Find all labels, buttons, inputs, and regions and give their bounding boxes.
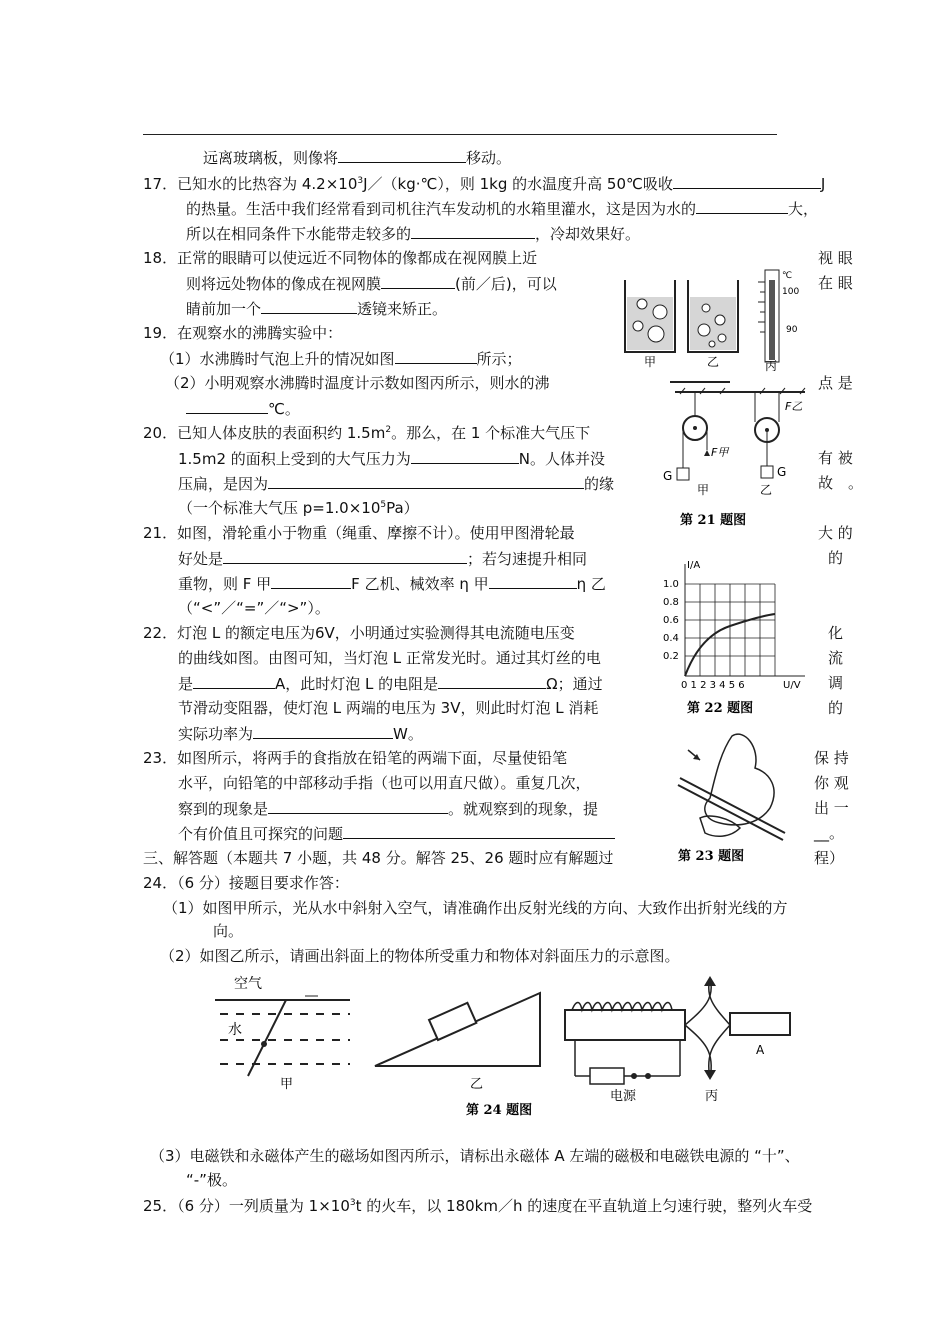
label-f-jia: F甲 xyxy=(711,446,729,459)
q22-line3: 是 A，此时灯泡 L 的电阻是 Ω；通过 xyxy=(178,675,603,693)
q24-2: （2）如图乙所示，请画出斜面上的物体所受重力和物体对斜面压力的示意图。 xyxy=(160,947,680,965)
figure-19 xyxy=(620,262,810,372)
ytick-0.8: 0.8 xyxy=(663,597,679,608)
q22-line4: 节滑动变阻器，使灯泡 L 两端的电压为 3V，则此时灯泡 L 消耗 xyxy=(178,699,599,717)
label-jia-21: 甲 xyxy=(697,483,710,497)
figure-23 xyxy=(660,728,810,868)
q18-right2: 在 眼 xyxy=(818,274,853,292)
y-axis-label: I/A xyxy=(687,560,701,571)
q21-line2: 好处是 ；若匀速提升相同 xyxy=(178,550,588,568)
figure-24 xyxy=(210,968,810,1123)
q24-3: （3）电磁铁和永磁体产生的磁场如图丙所示，请标出永磁体 A 左端的磁极和电磁铁电源的 “十”、 xyxy=(150,1147,800,1165)
q17-line2: 的热量。生活中我们经常看到司机往汽车发动机的水箱里灌水，这是因为水的 大， xyxy=(186,200,819,218)
label-f-yi: F乙 xyxy=(785,400,803,413)
caption-23: 第 23 题图 xyxy=(678,849,745,864)
caption-21: 第 21 题图 xyxy=(680,513,747,528)
x-axis-label: U/V xyxy=(783,680,801,691)
q16-cont: 远离玻璃板，则像将 移动。 xyxy=(203,149,512,167)
q23-right3: 出 一 xyxy=(814,799,849,817)
label-jia: 甲 xyxy=(644,355,657,369)
ytick-1: 1.0 xyxy=(663,579,679,590)
section-3-right: 程） xyxy=(814,849,845,867)
q19-line3: ℃。 xyxy=(186,398,300,419)
label-yi-24: 乙 xyxy=(470,1077,484,1092)
q18: 18．正常的眼睛可以使远近不同物体的像都成在视网膜上近 xyxy=(143,249,538,267)
q19-right: 点 是 xyxy=(818,374,853,392)
label-bing: 丙 xyxy=(765,359,778,372)
label-water: 水 xyxy=(228,1022,242,1038)
label-g-yi: G xyxy=(777,465,787,479)
q24-3-cont: “-”极。 xyxy=(186,1171,237,1189)
q23: 23．如图所示，将两手的食指放在铅笔的两端下面，尽量使铅笔 xyxy=(143,749,568,767)
q20-line3: 压扁，是因为 的缘 xyxy=(178,475,615,493)
ytick-0.6: 0.6 xyxy=(663,615,679,626)
q21-line3: 重物，则 F 甲 F 乙机、械效率 η 甲 η 乙 xyxy=(178,575,606,593)
q23-line2: 水平，向铅笔的中部移动手指（也可以用直尺做）。重复几次， xyxy=(178,774,591,792)
q24-1: （1）如图甲所示，光从水中斜射入空气，请准确作出反射光线的方向、大致作出折射光线的方 xyxy=(163,899,788,917)
label-magnet-a: A xyxy=(756,1043,765,1057)
q19-2: （2）小明观察水沸腾时温度计示数如图丙所示，则水的沸 xyxy=(165,374,550,392)
q20-right2: 故 。 xyxy=(818,474,864,492)
q22-right3: 调 xyxy=(828,674,844,692)
ytick-0.4: 0.4 xyxy=(663,633,679,644)
q21-right: 大 的 xyxy=(818,524,853,542)
q18-line2: 则将远处物体的像成在视网膜 (前／后)，可以 xyxy=(186,275,557,293)
header-rule xyxy=(143,134,777,135)
q20-line4: （一个标准大气压 $p=1.0\times 10^5Pa$） xyxy=(178,499,419,517)
q22: 22．灯泡 L 的额定电压为6V，小明通过实验测得其电流随电压变 xyxy=(143,624,575,642)
label-yi-21: 乙 xyxy=(760,483,773,497)
q22-right4: 的 xyxy=(828,699,844,717)
q23-line3: 察到的现象是 。就观察到的现象，提 xyxy=(178,800,599,818)
q22-line5: 实际功率为 W。 xyxy=(178,725,423,743)
label-power: 电源 xyxy=(610,1089,637,1104)
q24-1-cont: 向。 xyxy=(213,922,244,940)
q22-right: 化 xyxy=(828,624,844,642)
caption-24: 第 24 题图 xyxy=(466,1103,533,1118)
q18-right: 视 眼 xyxy=(818,249,853,267)
caption-22: 第 22 题图 xyxy=(687,701,754,716)
q24: 24．（6 分）接题目要求作答： xyxy=(143,874,349,892)
q19: 19．在观察水的沸腾实验中： xyxy=(143,324,343,342)
q20-line2: 1.5m2 的面积上受到的大气压力为 N。人体并没 xyxy=(178,450,606,468)
q23-right2: 你 观 xyxy=(814,774,849,792)
q22-line2: 的曲线如图。由图可知，当灯泡 L 正常发光时。通过其灯丝的电 xyxy=(178,649,601,667)
xticks: 0 1 2 3 4 5 6 xyxy=(681,680,745,691)
q19-1: （1）水沸腾时气泡上升的情况如图 所示； xyxy=(160,350,522,368)
q17-line3: 所以在相同条件下水能带走较多的 ，冷却效果好。 xyxy=(186,225,641,243)
q23-right4: __。 xyxy=(814,824,845,842)
label-air: 空气 xyxy=(234,976,262,992)
label-jia-24: 甲 xyxy=(280,1077,294,1092)
figure-22 xyxy=(655,556,815,721)
q18-line3: 睛前加一个 透镜来矫正。 xyxy=(186,300,448,318)
thermo-unit: ℃ xyxy=(782,271,793,281)
label-bing-24: 丙 xyxy=(705,1089,719,1104)
q21-right2: 的 xyxy=(828,549,844,567)
label-g-jia: G xyxy=(663,469,673,483)
figure-21 xyxy=(655,380,815,530)
label-yi: 乙 xyxy=(707,355,720,369)
q23-line4: 个有价值且可探究的问题 xyxy=(178,823,615,844)
q25: 25．（6 分）一列质量为 $1\times 10^3t$ 的火车，以 180km／h 的速度在平直轨道上匀速行驶，整列火车受 xyxy=(143,1197,813,1215)
thermo-100: 100 xyxy=(782,287,800,297)
q20-right: 有 被 xyxy=(818,449,853,467)
q23-right: 保 持 xyxy=(814,749,849,767)
thermo-90: 90 xyxy=(786,325,798,335)
q21-line4: （“<”／“=”／“>”）。 xyxy=(178,599,330,617)
section-3: 三、解答题（本题共 7 小题，共 48 分。解答 25、26 题时应有解题过 xyxy=(143,849,614,867)
q17: 17．已知水的比热容为 $4.2\times 10^3J/(kg\cdot℃)$，则 1kg 的水温度升高 50℃吸收 J xyxy=(143,175,826,193)
ytick-0.2: 0.2 xyxy=(663,651,679,662)
q21: 21．如图，滑轮重小于物重（绳重、摩擦不计）。使用甲图滑轮最 xyxy=(143,524,575,542)
q22-right2: 流 xyxy=(828,649,844,667)
q20: 20．已知人体皮肤的表面积约 $1.5m^2$。那么，在 1 个标准大气压下 xyxy=(143,424,591,442)
